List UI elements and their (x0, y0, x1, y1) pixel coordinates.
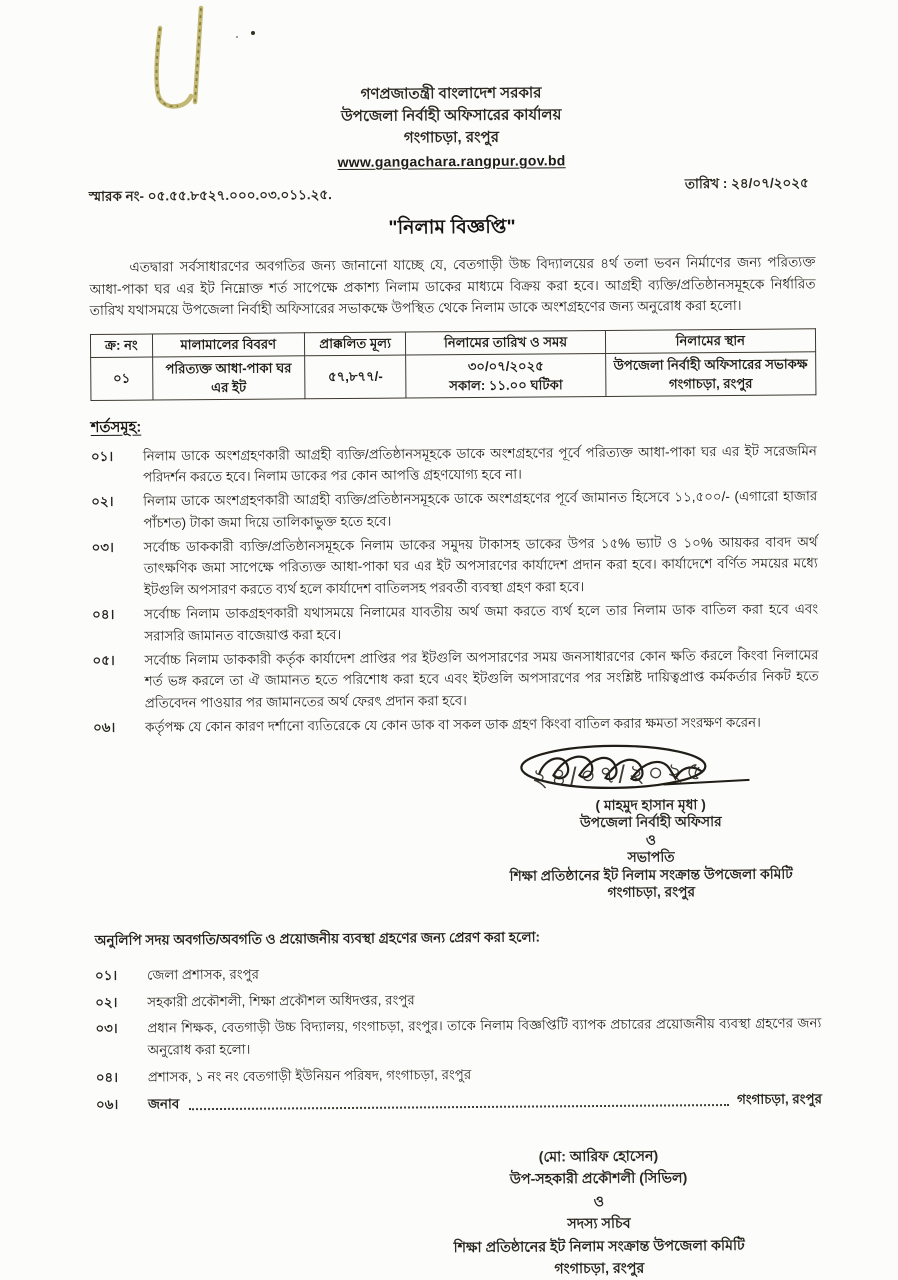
condition-item: ০২। নিলাম ডাকে অংশগ্রহণকারী আগ্রহী ব্যক্তি/প্রতিষ্ঠানসমূহকে ডাকে অংশগ্রহণের পূর্বে জামানত হিসেবে ১১,৫০০/- (এগারো হাজার পাঁচশত) টাকা জমা দিয়ে তালিকাভুক্ত হতে হবে। (91, 488, 818, 531)
signature-block-uno (435, 739, 866, 903)
cc-item: ০৩। প্রধান শিক্ষক, বেতগাড়ী উচ্চ বিদ্যালয়, গংগাচড়া, রংপুর। তাকে নিলাম বিজ্ঞপ্তিটি ব্যাপক প্রচারের প্রয়োজনীয় ব্যবস্থা গ্রহণের জন্য অনুরোধ করা হলো। (95, 1015, 822, 1058)
cc-item: ০৪। প্রশাসক, ১ নং নং বেতগাড়ী ইউনিয়ন পরিষদ, গংগাচড়া, রংপুর (95, 1067, 472, 1086)
header-datetime: নিলামের তারিখ ও সময় (406, 330, 606, 355)
cc-item: ০২। সহকারী প্রকৌশলী, শিক্ষা প্রকৌশল অধিদপ্তর, রংপুর (95, 992, 415, 1010)
cc-heading: অনুলিপি সদয় অবগতি/অবগতি ও প্রয়োজনীয় ব্যবস্থা গ্রহণের জন্য প্রেরণ করা হলো: (94, 929, 541, 948)
letterhead (88, 80, 815, 176)
conditions-heading: শর্তসমূহ: (90, 419, 142, 436)
memo-number: স্মারক নং- ০৫.৫৫.৮৫২৭.০০০.০৩.০১১.২৫. (88, 187, 332, 204)
signatory2-designation: উপ-সহকারী প্রকৌশলী (সিভিল) (509, 1170, 688, 1188)
condition-item: ০১। নিলাম ডাকে অংশগ্রহণকারী আগ্রহী ব্যক্তি/প্রতিষ্ঠানসমূহকে ডাকে অংশগ্রহণের পূর্বে পরিত্যক্ত আধা-পাকা ঘর এর ইট সরেজমিন পরিদর্শন করতে হবে। নিলাম ডাকের পর কোন আপত্তি গ্রহণযোগ্য হবে না। (90, 442, 817, 485)
scan-speck (236, 36, 238, 38)
signatory2-committee: শিক্ষা প্রতিষ্ঠানের ইট নিলাম সংক্রান্ত উপজেলা কমিটি (453, 1237, 745, 1256)
cell-description: পরিত্যক্ত আধা-পাকা ঘর এর ইট (152, 355, 305, 399)
header-description: মালামালের বিবরণ (152, 332, 304, 356)
office-location: গংগাচড়া, রংপুর (403, 128, 500, 147)
website-url: www.gangachara.rangpur.gov.bd (337, 152, 566, 171)
header-serial: ক্র: নং (90, 334, 152, 357)
cc-item: ০১। জেলা প্রশাসক, রংপুর (94, 966, 260, 983)
cc-list (95, 959, 822, 1115)
government-name: গণপ্রজাতন্ত্রী বাংলাদেশ সরকার (360, 84, 542, 103)
notice-title: "নিলাম বিজ্ঞপ্তি" (388, 216, 516, 239)
condition-item: ০৪। সর্বোচ্চ নিলাম ডাকগ্রহণকারী যথাসময়ে নিলামের যাবতীয় অর্থ জমা করতে ব্যর্থ হলে তার নিলাম ডাক বাতিল করা হবে এবং সরাসরি জামানত বাজেয়াপ্ত করা হবে। (92, 601, 819, 644)
condition-item: ০৩। সর্বোচ্চ ডাককারী ব্যক্তি/প্রতিষ্ঠানসমূহকে নিলাম ডাকের সমুদয় টাকাসহ ডাকের উপর ১৫% ভ্যাট ও ১০% আয়কর বাবদ অর্থ তাৎক্ষণিক জমা সাপেক্ষে পরিত্যক্ত আধা-পাকা ঘর এর ইট অপসারণের কার্যাদেশ প্রদান করা হবে। কার্যাদেশে বর্ণিত সময়ের মধ্যে ইটগুলি অপসারণ করতে ব্যর্থ হলে কার্যাদেশ বাতিলসহ পরবর্তী ব্যবস্থা গ্রহণ করা হবে। (91, 533, 818, 598)
addressee-suffix: গংগাচড়া, রংপুর (737, 1091, 823, 1107)
date-label: তারিখ : ২৪/০৭/২০২৫ (684, 175, 809, 192)
conditions-list (91, 440, 819, 739)
meta-row (88, 175, 815, 209)
office-name: উপজেলা নির্বাহী অফিসারের কার্যালয় (341, 106, 562, 126)
condition-item: ০৬। কর্তৃপক্ষ যে কোন কারণ দর্শানো ব্যতিরেকে যে কোন ডাক বা সকল ডাক গ্রহণ কিংবা বাতিল করার ক্ষমতা সংরক্ষণ করেন। (92, 714, 761, 736)
cell-venue: উপজেলা নির্বাহী অফিসারের সভাকক্ষ গংগাচড়া, রংপুর (605, 351, 816, 396)
signatory-role: সভাপতি (627, 849, 675, 866)
signature-block-dos (378, 1144, 819, 1280)
auction-table (90, 328, 817, 401)
header-venue: নিলামের স্থান (605, 328, 815, 353)
signatory-and: ও (645, 832, 657, 848)
intro-paragraph: এতদ্বারা সর্বসাধারণের অবগতির জন্য জানানো যাচ্ছে যে, বেতগাড়ী উচ্চ বিদ্যালয়ের ৪র্থ তলা ভবন নির্মাণের জন্য পরিত্যক্ত আধা-পাকা ঘর এর ইট নিম্নোক্ত শর্ত সাপেক্ষে প্রকাশ্য নিলাম ডাকের মাধ্যমে বিক্রয় করা হবে। আগ্রহী ব্যক্তি/প্রতিষ্ঠানসমূহকে নির্ধারিত তারিখ যথাসময়ে উপজেলা নির্বাহী অফিসারের সভাকক্ষে উপস্থিত থেকে নিলাম ডাকে অংশগ্রহণের জন্য অনুরোধ করা হলো। (89, 254, 816, 318)
signatory-location: গংগাচড়া, রংপুর (607, 884, 696, 901)
header-price: প্রাক্কলিত মূল্য (304, 332, 406, 356)
handwritten-date: ২৪/০৭/২০২৫ (530, 757, 706, 793)
document-content (88, 80, 823, 1280)
table-row (91, 351, 816, 400)
condition-item: ০৫। সর্বোচ্চ নিলাম ডাককারী কর্তৃক কার্যাদেশ প্রাপ্তির পর ইটগুলি অপসারণের সময় জনসাধারণের কোন ক্ষতি করলে কিংবা নিলামের শর্ত ভঙ্গ করলে তা ঐ জামানত হতে পরিশোধ করা হবে এবং ইটগুলি অপসারণের পর সংশ্লিষ্ট দায়িত্বপ্রাপ্ত কর্মকর্তার নিকট হতে প্রতিবেদন পাওয়ার পর জামানতের অর্থ ফেরৎ প্রদান করা হবে। (92, 646, 819, 711)
signatory2-location: গংগাচড়া, রংপুর (554, 1260, 645, 1278)
signatory2-name: (মো: আরিফ হোসেন) (538, 1148, 659, 1166)
cell-datetime: ৩০/০৭/২০২৫ সকাল: ১১.০০ ঘটিকা (406, 353, 606, 398)
cell-price: ৫৭,৮৭৭/- (304, 355, 406, 399)
signatory-committee: শিক্ষা প্রতিষ্ঠানের ইট নিলাম সংক্রান্ত উপজেলা কমিটি (509, 866, 793, 884)
signatory2-and: ও (593, 1193, 605, 1210)
cell-serial: ০১ (91, 357, 153, 400)
signature-area (435, 739, 865, 798)
scan-speck (251, 31, 255, 35)
signatory2-role: সদস্য সচিব (567, 1215, 631, 1233)
signatory-name: ( মাহমুদ হাসান মৃধা ) (595, 797, 706, 813)
dotted-leader-line (189, 1092, 729, 1110)
addressee-label: জনাব (147, 1096, 180, 1112)
signatory-designation: উপজেলা নির্বাহী অফিসার (579, 814, 722, 831)
cc-item-blank-addressee: ০৬। জনাব গংগাচড়া, রংপুর (96, 1088, 822, 1115)
